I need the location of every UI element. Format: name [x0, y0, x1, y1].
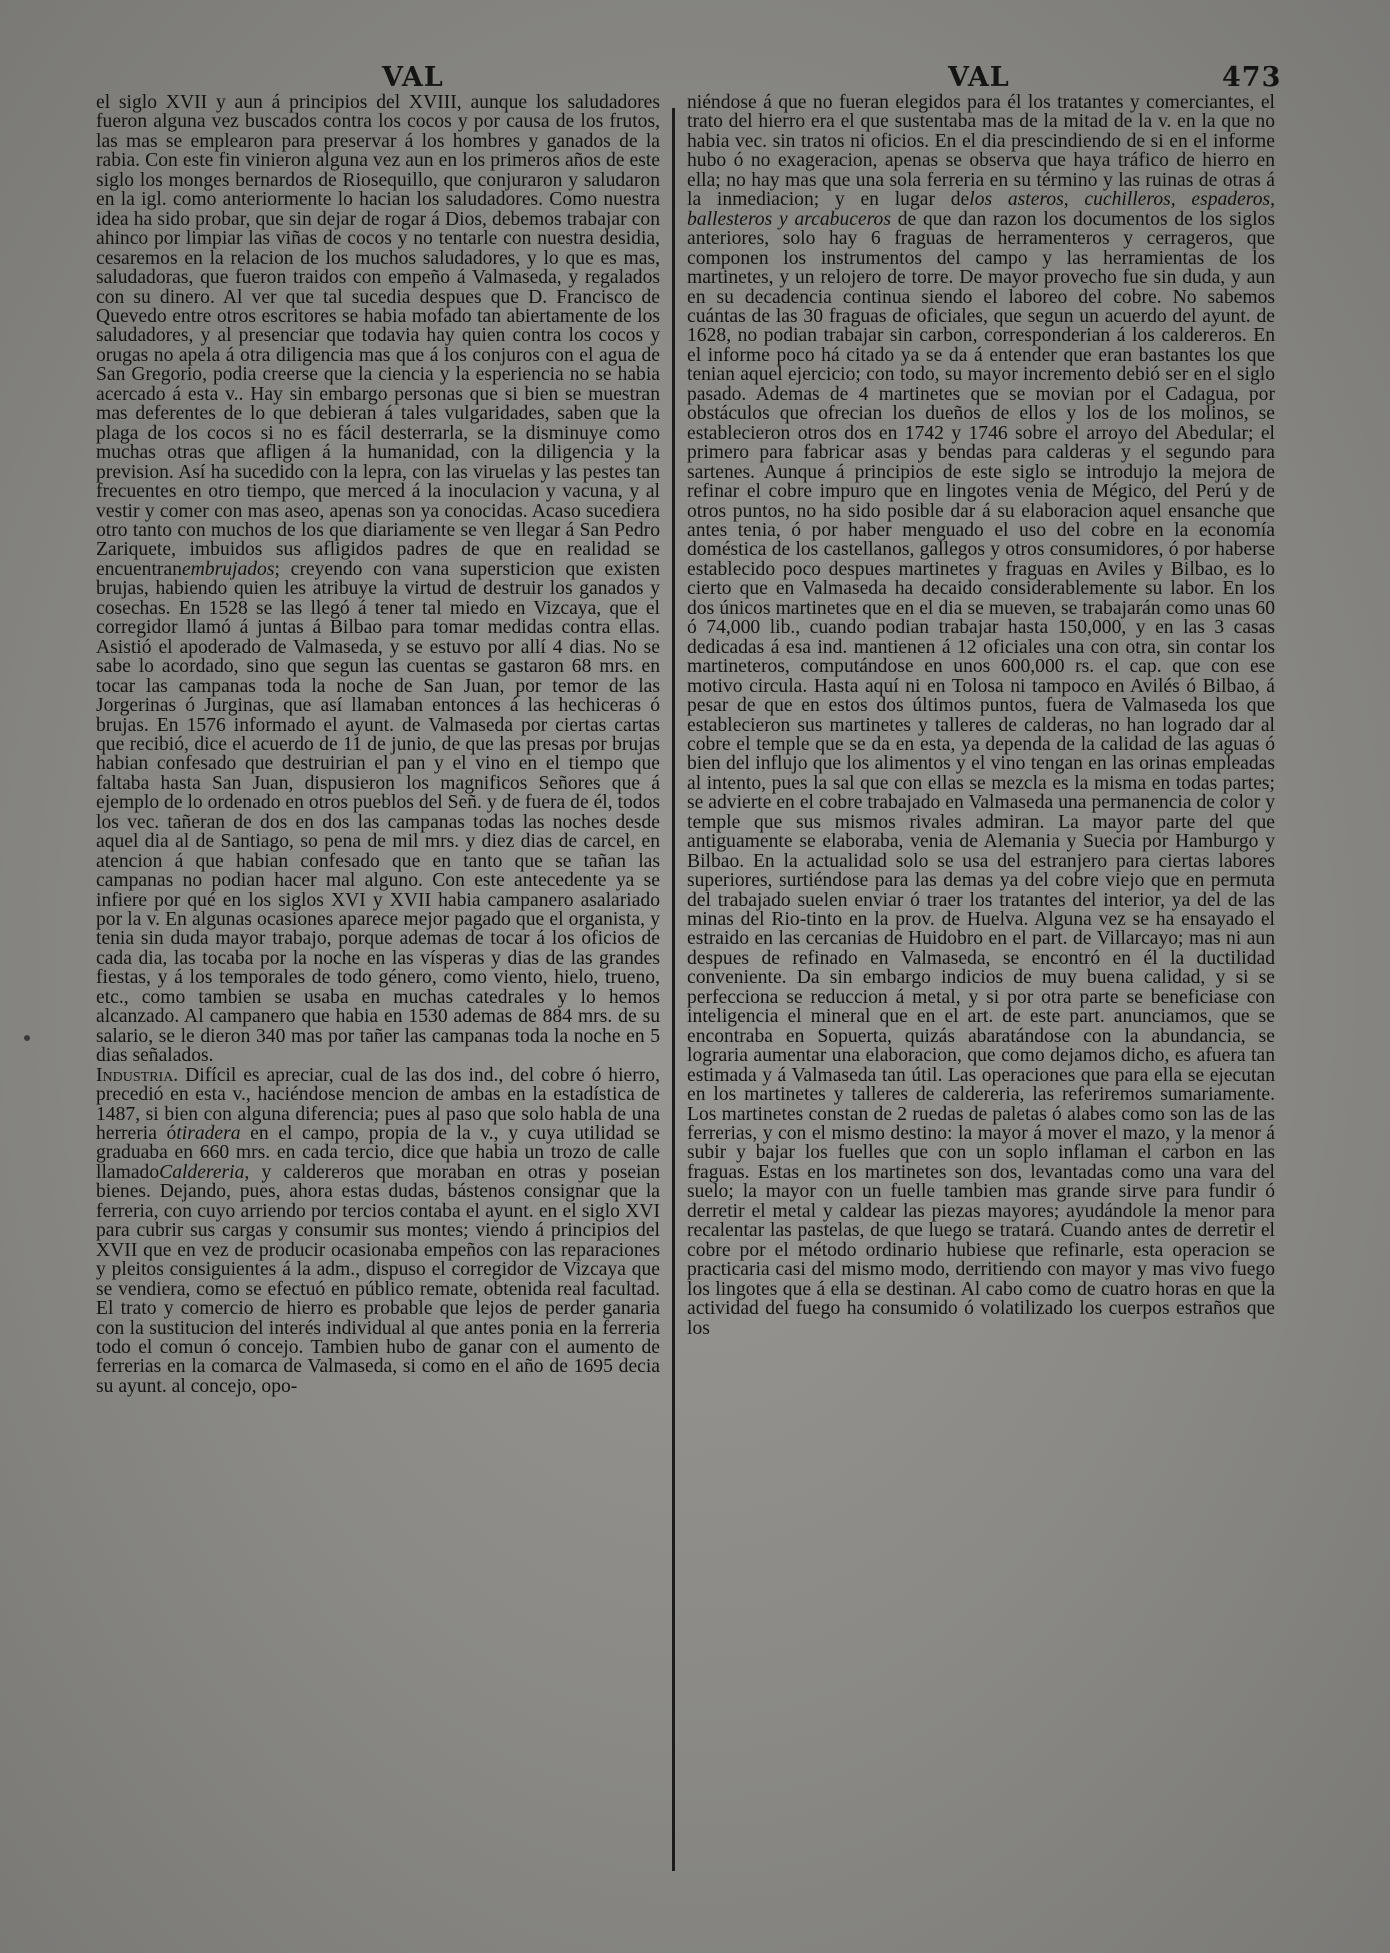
left-column: [96, 93, 660, 1853]
paragraph-text: niéndose á que no fueran elegidos para él los tratantes y comerciantes, el trato del hierro era el que sustentaba mas de la mitad de la v. en la que no habia vec. sin tratos ni oficios. En el dia prescindiendo de si en el informe hubo ó no exageracion, apenas se observa que haya tráfico de hierro en ella; no hay mas que una sola ferreria en su término y las ruinas de otras á la inmediacion; y en lugar de: [687, 93, 1275, 211]
paragraph-text: el siglo XVII y aun á principios del XVIII, aunque los saludadores fueron alguna vez buscados contra los cocos y por causa de los frutos, las mas se emplearon para preservar á los hombres y ganados de la rabia. Con este fin vinieron alguna vez aun en los primeros años de este siglo los monges bernardos de Riosequillo, que conjuraron y saludaron en la igl. como anteriormente lo hacian los saludadores. Como nuestra idea ha sido probar, que sin dejar de rogar á Dios, debemos trabajar con ahinco por limpiar las viñas de cocos y no tentarle con nuestra desidia, cesaremos en la relacion de los muchos saludadores, y lo que es mas, saludadoras, que fueron traidos con empeño á Valmaseda, y regalados con su dinero. Al ver que tal sucedia despues que D. Francisco de Quevedo entre otros escritores se habia mofado tan abiertamente de los saludadores, y al presenciar que todavia hay quien contra los cocos y orugas no apela á otra diligencia mas que á los conjuros con el agua de San Gregorio, podia creerse que la ciencia y la esperiencia no se habia acercado á esta v.. Hay sin embargo personas que si bien se muestran mas deferentes de lo que debieran á tales vulgaridades, saben que la plaga de los cocos si no es fácil desterrarla, se la disminuye como muchas otras que afligen á la humanidad, con la diligencia y la prevision. Así ha sucedido con la lepra, con las viruelas y las pestes tan frecuentes en otro tiempo, que merced á la inoculacion y vacuna, y al vestir y comer con mas aseo, apenas son ya conocidas. Acaso sucediera otro tanto con muchos de los que diariamente se ven llegar á San Pedro Zariquete, imbuidos sus afligidos padres de que en realidad se encuentran: [96, 93, 660, 580]
paragraph-text: de que dan razon los documentos de los siglos anteriores, solo hay 6 fraguas de herramenteros y cerrageros, que componen los instrumentos del campo y las herramientas de los martinetes, y un relojero de torre. De mayor provecho fue sin duda, y aun en su decadencia continua siendo el laboreo del cobre. No sabemos cuántas de las 30 fraguas de oficiales, que segun un acuerdo del ayunt. de 1628, no podian trabajar sin carbon, corresponderian á los caldereros. En el informe poco há citado ya se da á entender que eran bastantes los que tenian aquel ejercicio; con todo, su mayor incremento debió ser en el siglo pasado. Ademas de 4 martinetes que se movian por el Cadagua, por obstáculos que ofrecian los dueños de ellos y los de los molinos, se establecieron otros dos en 1742 y 1746 sobre el arroyo del Abedular; el primero para fabricar asas y bendas para calderas y el segundo para sartenes. Aunque á principios de este siglo se introdujo la mejora de refinar el cobre impuro que en lingotes venia de Mégico, del Perú y de otros puntos, no ha sido posible dar á su elaboracion aquel ensanche que antes tenia, ó por haber menguado el uso del cobre en la economía doméstica de los castellanos, gallegos y otros consumidores, ó por haberse establecido poco despues martinetes y fraguas en Aviles y Bilbao, es lo cierto que en Valmaseda ha decaido considerablemente su labor. En los dos únicos martinetes que en el dia se mueven, se trabajarán como unas 60 ó 74,000 lib., cuando podian trabajar hasta 150,000, y en las 3 casas dedicadas á esa ind. mantienen á 12 oficiales una con otra, sin contar los martineteros, computándose en unos 600,000 rs. el cap. que con ese motivo circula. Hasta aquí ni en Tolosa ni tampoco en Avilés ó Bilbao, á pesar de que en estos dos últimos puntos, fuera de Valmaseda los que establecieron sus martinetes y talleres de calderas, no han logrado dar al cobre el temple que se da en esta, ya dependa de la calidad de las aguas ó bien del influjo que los alimentos y el vino tengan en las orinas empleadas al intento, pues la sal que con ellas se mezcla es la misma en todas partes; se advierte en el cobre trabajado en Valmaseda una permanencia de color y temple que sus mismos rivales admiran. La mayor parte del que antiguamente se elaboraba, venia de Alemania y Suecia por Hamburgo y Bilbao. En la actualidad solo se usa del estranjero para ciertas labores superiores, surtiéndose para las demas ya del cobre viejo que en permuta del trabajado suelen enviar ó traer los tratantes del interior, ya del de las minas del Rio-tinto en la prov. de Huelva. Alguna vez se ha ensayado el estraido en las cercanias de Huidobro en el part. de Villarcayo; mas ni aun despues de refinado en Valmaseda, se encontró en él la ductilidad conveniente. Da sin embargo indicios de muy buena calidad, y si se perfecciona se reduccion á metal, y si por otra parte se beneficiase con inteligencia el mineral que en el art. de este part. anunciamos, que se encontraba en Sopuerta, quizás abaratándose con la abundancia, se lograria aumentar una elaboracion, que como dejamos dicho, es afuera tan estimada y á Valmaseda tan útil. Las operaciones que para ella se ejecutan en los martinetes y talleres de caldereria, las referiremos sumariamente. Los martinetes constan de 2 ruedas de paletas ó alabes como son las de las ferrerias, y con el mismo destino: la mayor á mover el mazo, y la menor á subir y bajar los fuelles que con un soplo inflaman el carbon en las fraguas. Estas en los martinetes son dos, levantadas como una vara del suelo; la mayor con un fuelle tambien mas grande sirve para fundir ó derretir el metal y caldear las piezas mayores; ayudándole la menor para recalentar las pastelas, de que luego se tratará. Cuando antes de derretir el cobre por el método ordinario hubiese que refinarle, esta operacion se practicaria casi del mismo modo, derritiendo con mayor y mas vivo fuego los lingotes que á ella se destinan. Al cabo como de cuatro horas en que la actividad del fuego ha consumido ó volatilizado los cuerpos estraños que los: [687, 208, 1275, 1339]
running-head-left: VAL: [382, 62, 444, 93]
running-head-right: VAL: [948, 62, 1010, 93]
italic-term: Caldereria: [159, 1161, 245, 1183]
paragraph-text: en el campo, propia de la v., y cuya utilidad se graduaba en 660 mrs. en cada tercio, dice que habia un trozo de calle llamado: [96, 1123, 660, 1183]
paragraph-text: Difícil es apreciar, cual de las dos ind., del cobre ó hierro, precedió en esta v., haciéndose mencion de ambas en la estadística de 1487, si bien con alguna diferencia; pues al paso que solo habla de una herreria ó: [96, 1064, 660, 1145]
ink-speck: [24, 1035, 30, 1041]
right-column-text: [687, 93, 1275, 1338]
column-rule: [672, 108, 675, 1871]
italic-term: tiradera: [176, 1123, 241, 1145]
italic-term: embrujados: [181, 558, 275, 580]
right-column: [687, 93, 1275, 1853]
page-number: 473: [1222, 62, 1282, 93]
section-heading-industria: Industria.: [96, 1064, 179, 1086]
paragraph-text: , y caldereros que moraban en otras y poseian bienes. Dejando, pues, ahora estas dudas, bástenos consignar que la ferreria, con cuyo arriendo por tercios contaba el ayunt. en el siglo XVI para cubrir sus cargas y consumir sus montes; viendo á principios del XVII que en vez de producir ocasionaba empeños con las reparaciones y pleitos consiguientes á la adm., dispuso el corregidor de Vizcaya que se vendiera, como se efectuó en público remate, obtenida real facultad. El trato y comercio de hierro es probable que lejos de perder ganaria con la sustitucion del interés individual al que antes ponia en la ferreria todo el comun ó concejo. Tambien hubo de ganar con el aumento de ferrerias en la comarca de Valmaseda, si como en el año de 1695 decia su ayunt. al concejo, opo-: [96, 1161, 660, 1397]
italic-term: los asteros, cuchilleros, espaderos, ballesteros y arcabuceros: [687, 189, 1275, 230]
paragraph-text: ; creyendo con vana supersticion que existen brujas, habiendo quien les atribuye la virtud de destruir los ganados y cosechas. En 1528 se las llegó á tener tal miedo en Vizcaya, que el corregidor llamó á juntas á Bilbao para tomar medidas contra ellas. Asistió el apoderado de Valmaseda, y se estuvo por allí 4 dias. No se sabe lo acordado, sino que segun las cuentas se gastaron 68 mrs. en tocar las campanas toda la noche de San Juan, por temor de las Jorgerinas ó Jurginas, que así llamaban entonces á las hechiceras ó brujas. En 1576 informado el ayunt. de Valmaseda por ciertas cartas que recibió, dice el acuerdo de 11 de junio, de que las presas por brujas habian confesado que destruirian el pan y el vino en el tiempo que faltaba hasta San Juan, dispusieron los magnificos Señores que á ejemplo de lo ordenado en otros pueblos del Señ. y de fuera de él, todos los vec. tañeran de dos en dos las campanas todas las noches desde aquel dia al de Santiago, so pena de mil mrs. y diez dias de carcel, en atencion á que habian confesado que en tanto que se tañan las campanas no podian hacer mal alguno. Con este antecedente ya se infiere por qué en los siglos XVI y XVII habia campanero asalariado por la v. En algunas ocasiones aparece mejor pagado que el organista, y tenia sin duda mayor trabajo, porque ademas de tocar á los oficios de cada dia, las tocaba por la noche en las vísperas y dias de las grandes fiestas, y á los temporales de todo género, como viento, hielo, trueno, etc., como tambien se usaba en muchas catedrales y lo hemos alcanzado. Al campanero que habia en 1530 ademas de 884 mrs. de su salario, se le dieron 340 mas por tañer las campanas toda la noche en 5 dias señalados.: [96, 558, 660, 1067]
left-column-text: [96, 93, 660, 1396]
